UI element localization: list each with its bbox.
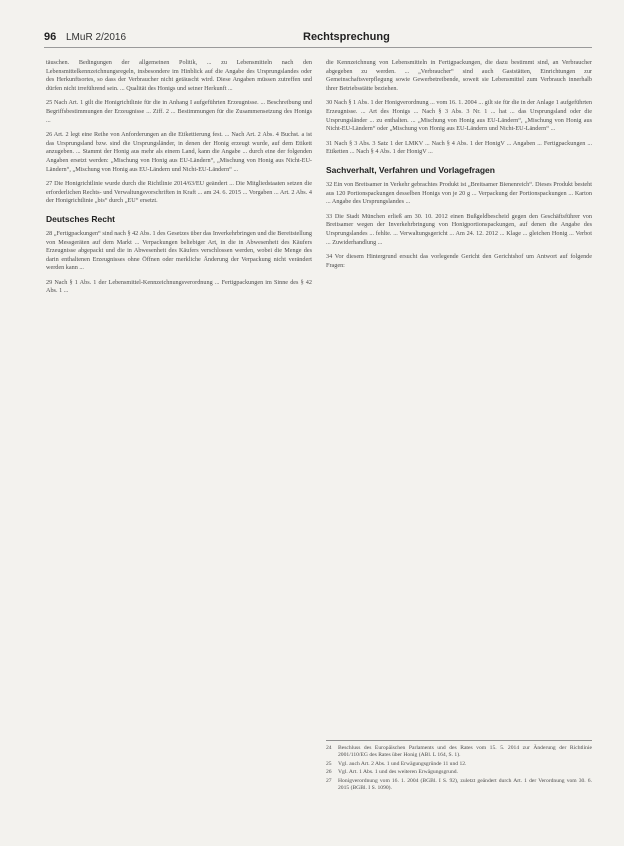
paragraph-27: 27 Die Honigrichtlinie wurde durch die Richtlinie 2014/63/EU geändert ... Die Mitgliedstaaten setzen die erforderlichen Rechts- und Verwaltungsvorschriften in Kraft ... am 24. 6. 2015 ... Vorgaben ... Art. 2 Abs. 4 der Honigrichtlinie „bis“ durch „EU“ ersetzt. xyxy=(46,180,312,205)
footnote-number: 26 xyxy=(326,769,332,776)
footnote-number: 24 xyxy=(326,745,332,751)
paragraph-33: 33 Die Stadt München erließ am 30. 10. 2012 einen Bußgeldbescheid gegen den Geschäftsführer von Breitsamer wegen der Inverkehrbringung von Honigportionspackungen, auf denen die Angabe des Ursprungslandes ... fehlte. ... Verwaltungsgericht ... Am 24. 12. 2012 ... Klage ... gleichen Honig ... Verbot ... Zuwiderhandlung ... xyxy=(326,212,592,246)
left-column xyxy=(46,59,312,302)
footnote-text: Beschluss des Europäischen Parlaments und des Rates vom 15. 5. 2014 zur Änderung der Richtlinie 2001/110/EG des Rates über Honig (ABl. L 164, S. 1). xyxy=(338,745,592,759)
heading-sachverhalt: Sachverhalt, Verfahren und Vorlagefragen xyxy=(326,164,495,175)
paragraph-26: 26 Art. 2 legt eine Reihe von Anforderungen an die Etikettierung fest. ... Nach Art. 2 Abs. 4 Buchst. a ist das Ursprungsland bzw. sind die Ursprungsländer, in denen der Honig erzeugt wurde, auf dem Etikett anzugeben. ... Stammt der Honig aus mehr als einem Land, kann die Angabe ... durch eine der folgenden Angaben ersetzt werden: „Mischung von Honig aus EU-Ländern“, „Mischung von Honig aus Nicht-EU-Ländern“, „Mischung von Honig aus EU-Ländern und Nicht-EU-Ländern“ ... xyxy=(46,131,312,173)
header-rule xyxy=(44,47,592,48)
right-column xyxy=(326,59,592,276)
paragraph-25: 25 Nach Art. 1 gilt die Honigrichtlinie für die in Anhang I aufgeführten Erzeugnisse. ... Beschreibung und Begriffsbestimmungen der Erzeugnisse ... Ziff. 2 ... Bestimmungen für die Zusammensetzung des Honigs ... xyxy=(46,99,312,124)
paragraph: täuschen. Bedingungen der allgemeinen Politik, ... zu Lebensmitteln nach den Lebensmittelkennzeichnungsregeln, insbesondere im Hinblick auf die Angabe des Ursprungslandes oder des Herkunftsortes, so dass der Verbraucher nicht getäuscht wird. Diese Angaben müssen zutreffen und dürfen nicht irreführend sein. ... Qualität des Honigs und seiner Herkunft ... xyxy=(46,59,312,92)
paragraph-29: 29 Nach § 1 Abs. 1 der Lebensmittel-Kennzeichnungsverordnung ... Fertigpackungen im Sinne des § 42 Abs. 1 ... xyxy=(46,278,312,295)
page-number: 96 xyxy=(44,31,57,43)
footnote xyxy=(326,745,592,760)
paragraph-30: 30 Nach § 1 Abs. 1 der Honigverordnung ... vom 16. 1. 2004 ... gilt sie für die in der Anlage 1 aufgeführten Erzeugnisse. ... Art des Honigs ... Nach § 3 Abs. 3 Nr. 1 ... hat ... das Ursprungsland oder die Ursprungsländer ... zu enthalten. ... „Mischung von Honig aus EU-Ländern“, „Mischung von Honig aus Nicht-EU-Ländern“ oder „Mischung von Honig aus EU-Ländern und Nicht-EU-Ländern“ ... xyxy=(326,99,592,133)
footnotes xyxy=(326,740,592,793)
paragraph-31: 31 Nach § 3 Abs. 3 Satz 1 der LMKV ... Nach § 4 Abs. 1 der HonigV ... Angaben ... Fertigpackungen ... Etiketten ... Nach § 4 Abs. 1 der HonigV ... xyxy=(326,139,592,156)
paragraph-34: 34 Vor diesem Hintergrund ersucht das vorlegende Gericht den Gerichtshof um Antwort auf folgende Fragen: xyxy=(326,253,592,269)
section-title: Rechtsprechung xyxy=(303,31,390,43)
footnote xyxy=(326,761,592,768)
page-header xyxy=(44,31,592,49)
footnote xyxy=(326,778,592,793)
footnote-number: 25 xyxy=(326,760,332,767)
paragraph-32: 32 Ein von Breitsamer in Verkehr gebrachtes Produkt ist „Breitsamer Bienenreich“. Dieses Produkt besteht aus 120 Portionspackungen desselben Honigs von je 20 g ... Verpackung der Portionspackungen ... Karton ... Angabe des Ursprungslandes ... xyxy=(326,180,592,206)
footnote-text: Vgl. Art. 1 Abs. 1 und des weiteren Erwägungsgrund. xyxy=(338,769,458,776)
footnote-number: 27 xyxy=(326,777,332,784)
journal-reference: LMuR 2/2016 xyxy=(66,32,127,43)
heading-deutsches-recht: Deutsches Recht xyxy=(46,213,115,224)
footnote xyxy=(326,769,592,776)
paragraph-28: 28 „Fertigpackungen“ sind nach § 42 Abs. 1 des Gesetzes über das Inverkehrbringen und die Bereitstellung von Messgeräten auf dem Markt ... Verpackungen beliebiger Art, in die in Abwesenheit des Käufers Erzeugnisse abgepackt und die in Abwesenheit des Käufers verschlossen werden, wobei die Menge des darin enthaltenen Erzeugnisses ohne Öffnen oder merkliche Änderung der Verpackung nicht verändert werden kann ... xyxy=(46,229,312,272)
footnote-text: Honigverordnung vom 16. 1. 2004 (BGBl. I S. 92), zuletzt geändert durch Art. 1 der Verordnung vom 30. 6. 2015 (BGBl. I S. 1090). xyxy=(338,777,592,792)
paragraph-continued: die Kennzeichnung von Lebensmitteln in Fertigpackungen, die dazu bestimmt sind, an Verbraucher abgegeben zu werden. ... „Verbraucher“ sind auch Gaststätten, Einrichtungen zur Gemeinschaftsverpflegung sowie Gewerbetreibende, soweit sie Lebensmittel zum Verbrauch innerhalb ihrer Betriebsstätte beziehen. xyxy=(326,59,592,92)
footnote-text: Vgl. auch Art. 2 Abs. 1 und Erwägungsgründe 11 und 12. xyxy=(338,760,467,767)
